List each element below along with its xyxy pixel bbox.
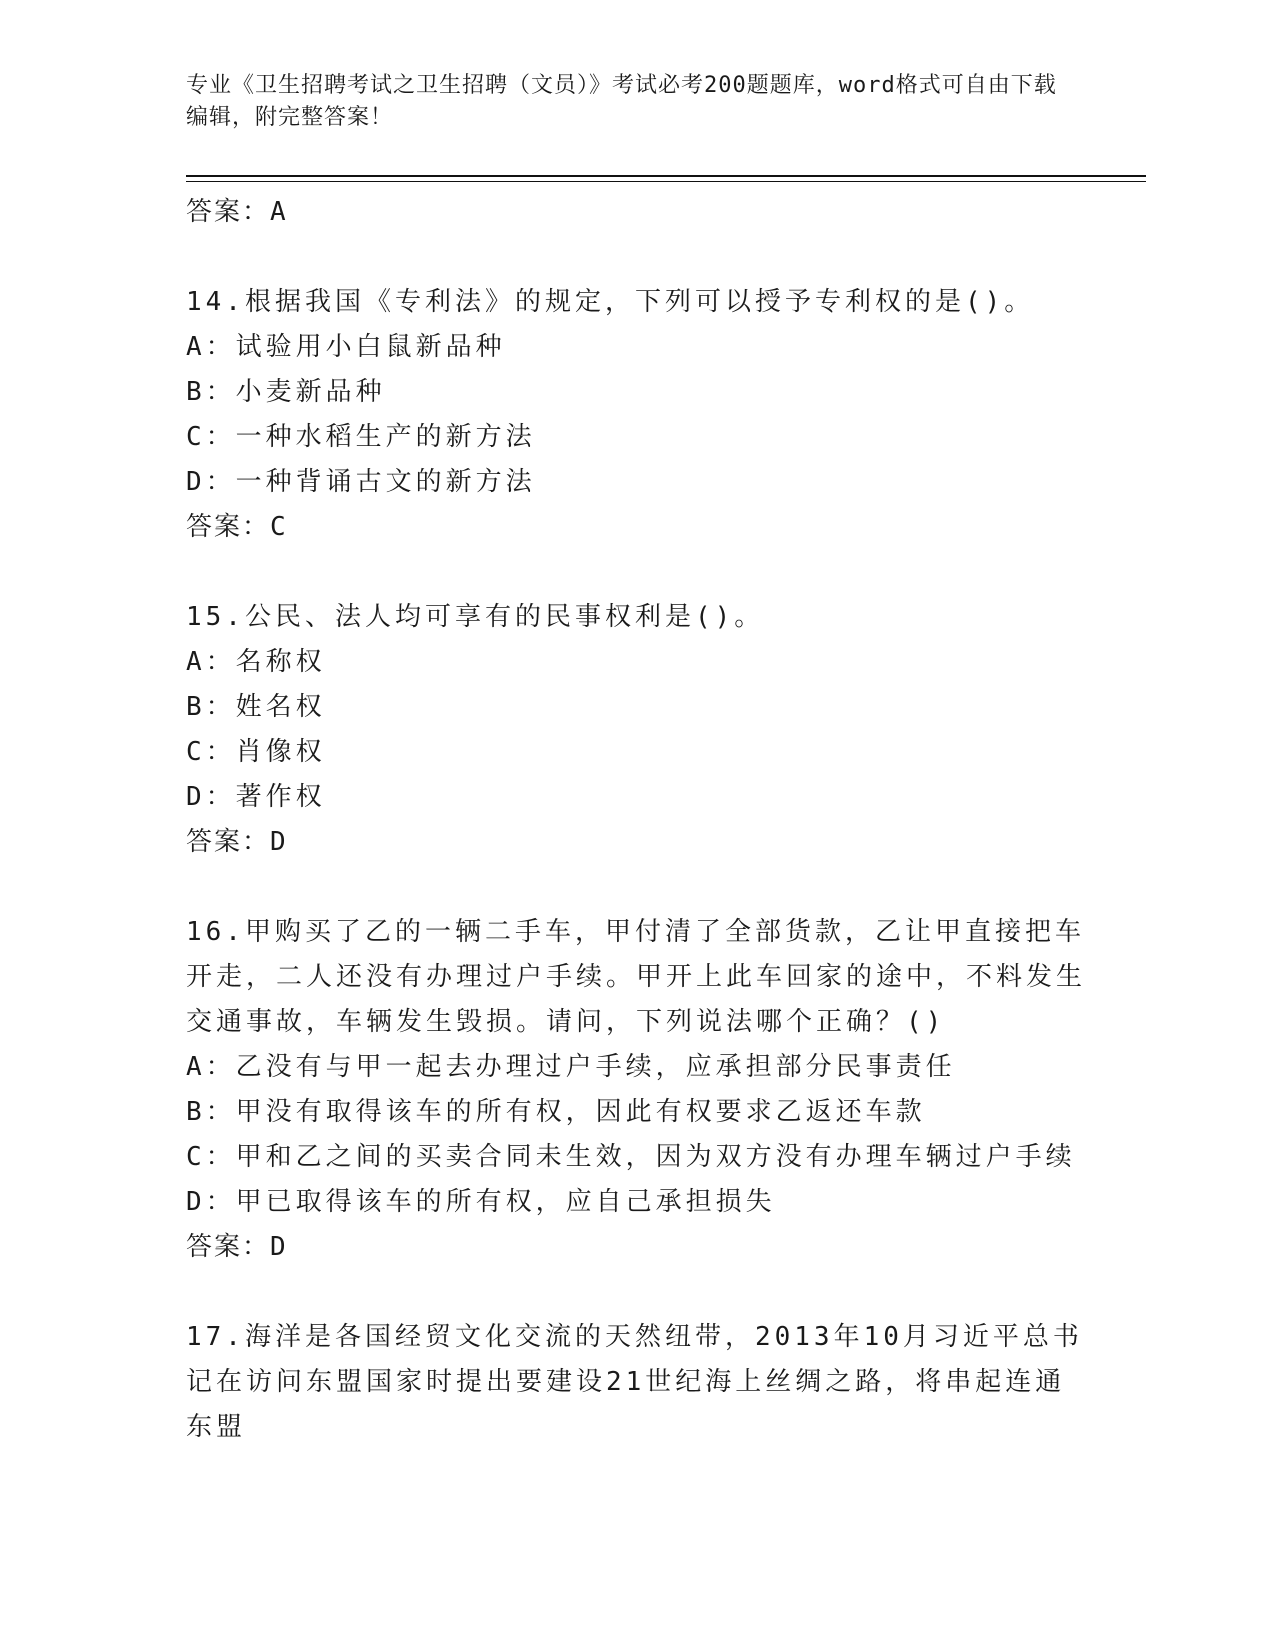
question-list [186, 190, 1086, 1450]
document-header: 专业《卫生招聘考试之卫生招聘（文员）》考试必考200题题库，word格式可自由下载编辑，附完整答案！ [186, 73, 1057, 130]
question-14 [186, 280, 1086, 550]
question-stem: 17.海洋是各国经贸文化交流的天然纽带，2013年10月习近平总书记在访问东盟国家时提出要建设21世纪海上丝绸之路，将串起连通东盟 [186, 1322, 1083, 1442]
header-rule-thin [186, 181, 1146, 182]
question-17 [186, 1315, 1086, 1450]
question-stem: 15.公民、法人均可享有的民事权利是()。 [186, 602, 765, 632]
option-d: D：一种背诵古文的新方法 [186, 467, 536, 497]
option-c: C：肖像权 [186, 737, 326, 767]
option-b: B：姓名权 [186, 692, 326, 722]
question-stem: 16.甲购买了乙的一辆二手车，甲付清了全部货款，乙让甲直接把车开走，二人还没有办理过户手续。甲开上此车回家的途中，不料发生交通事故，车辆发生毁损。请问，下列说法哪个正确？() [186, 917, 1087, 1037]
question-stem: 14.根据我国《专利法》的规定，下列可以授予专利权的是()。 [186, 287, 1035, 317]
answer-line: 答案：D [186, 1232, 288, 1262]
option-c: C：一种水稻生产的新方法 [186, 422, 536, 452]
answer-line: 答案：A [186, 197, 288, 227]
option-a: A：名称权 [186, 647, 326, 677]
option-c: C：甲和乙之间的买卖合同未生效，因为双方没有办理车辆过户手续 [186, 1142, 1076, 1172]
option-d: D：甲已取得该车的所有权，应自己承担损失 [186, 1187, 776, 1217]
option-b: B：小麦新品种 [186, 377, 386, 407]
question-16 [186, 910, 1086, 1270]
answer-line: 答案：C [186, 512, 288, 542]
option-b: B：甲没有取得该车的所有权，因此有权要求乙返还车款 [186, 1097, 926, 1127]
header-rule-thick [186, 175, 1146, 177]
option-a: A：乙没有与甲一起去办理过户手续，应承担部分民事责任 [186, 1052, 956, 1082]
answer-line: 答案：D [186, 827, 288, 857]
question-15 [186, 595, 1086, 865]
option-d: D：著作权 [186, 782, 326, 812]
option-a: A：试验用小白鼠新品种 [186, 332, 506, 362]
